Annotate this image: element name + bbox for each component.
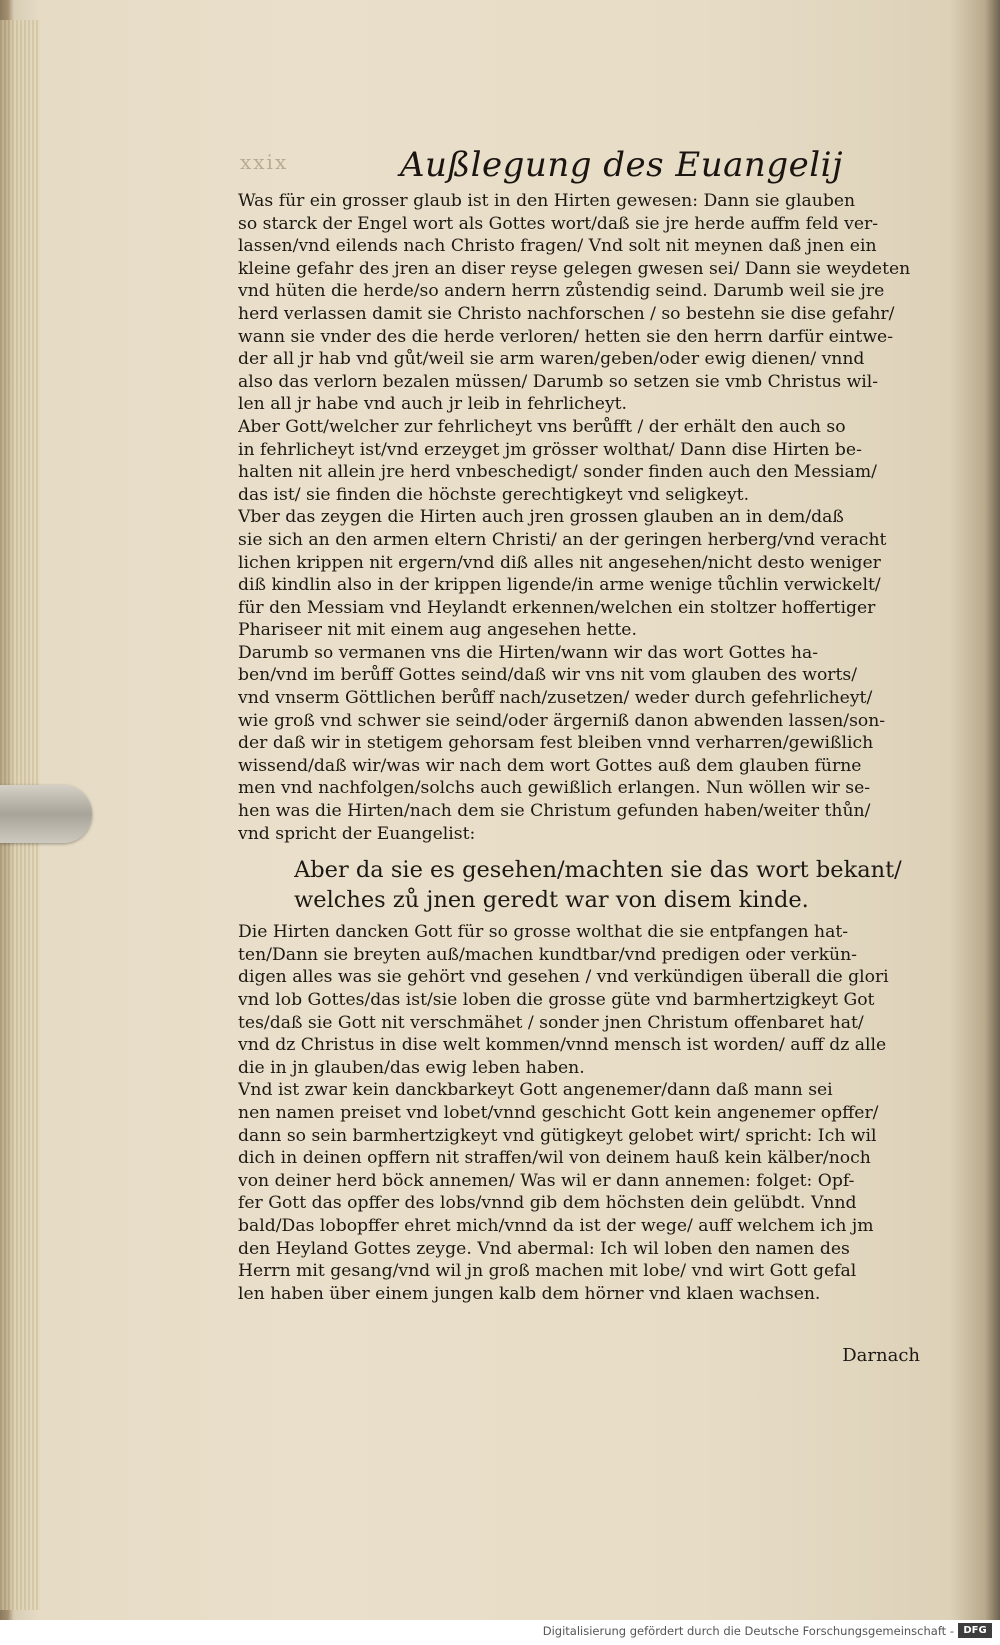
text-line: Die Hirten dancken Gott für so grosse wolthat die sie entpfangen hat- [238,922,849,943]
text-line: len haben über einem jungen kalb dem hörner vnd klaen wachsen. [238,1283,821,1304]
text-line: Phariseer nit mit einem aug angesehen hette. [238,620,637,641]
text-line: sie sich an den armen eltern Christi/ an der geringen herberg/vnd veracht [238,529,887,550]
text-line: digen alles was sie gehört vnd gesehen / vnd verkündigen überall die glori [238,967,889,988]
text-line: dich in deinen opffern nit straffen/wil von deinem hauß kein kälber/noch [238,1148,871,1169]
text-line: der daß wir in stetigem gehorsam fest bleiben vnnd verharren/gewißlich [238,733,874,754]
text-line: hen was die Hirten/nach dem sie Christum gefunden haben/weiter thůn/ [238,801,871,822]
text-line: men vnd nachfolgen/solchs auch gewißlich erlangen. Nun wöllen wir se- [238,778,871,799]
text-line: Aber Gott/welcher zur fehrlicheyt vns berůfft / der erhält den auch so [238,416,846,437]
text-line: len all jr habe vnd auch jr leib in fehrlicheyt. [238,394,628,415]
paragraph-block-1 [238,190,918,845]
page-clip [0,785,92,843]
verse-line: Aber da sie es gesehen/machten sie das wort bekant/ [294,857,902,884]
text-line: vnd vnserm Göttlichen berůff nach/zusetzen/ weder durch gefehrlicheyt/ [238,688,873,709]
text-line: vnd lob Gottes/das ist/sie loben die grosse güte vnd barmhertzigkeyt Got [238,990,875,1010]
text-line: den Heyland Gottes zeyge. Vnd abermal: Ich wil loben den namen des [238,1238,850,1259]
text-line: für den Messiam vnd Heylandt erkennen/welchen ein stoltzer hoffertiger [238,597,876,618]
text-line: Darumb so vermanen vns die Hirten/wann wir das wort Gottes ha- [238,642,819,663]
gospel-verse [238,855,918,915]
text-line: tes/daß sie Gott nit verschmähet / sonder jnen Christum offenbaret hat/ [238,1012,864,1033]
text-line: Vnd ist zwar kein danckbarkeyt Gott angenemer/dann daß mann sei [238,1080,833,1101]
text-line: lassen/vnd eilends nach Christo fragen/ Vnd solt nit meynen daß jnen ein [238,236,877,257]
body-text [238,190,918,1305]
text-line: bald/Das lobopffer ehret mich/vnnd da ist der wege/ auff welchem ich jm [238,1215,874,1236]
text-line: halten nit allein jre herd vnbeschedigt/ sonder finden auch den Messiam/ [238,462,877,483]
text-line: von deiner herd böck annemen/ Was wil er dann annemen: folget: Opf- [238,1170,855,1191]
text-line: dann so sein barmhertzigkeyt vnd gütigkeyt gelobet wirt/ spricht: Ich wil [238,1125,877,1146]
text-line: wissend/daß wir/was wir nach dem wort Gottes auß dem glauben fürne [238,755,862,776]
text-line: diß kindlin also in der krippen ligende/in arme wenige tůchlin verwickelt/ [238,575,881,596]
catchword: Darnach [842,1345,920,1366]
page-header: Außlegung des Euangelij [400,145,843,185]
text-line: lichen krippen nit ergern/vnd diß alles nit angesehen/nicht desto weniger [238,552,881,573]
bleed-through-text: xxix [240,150,289,174]
text-line: das ist/ sie finden die höchste gerechtigkeyt vnd seligkeyt. [238,484,750,505]
text-line: Was für ein grosser glaub ist in den Hirten gewesen: Dann sie glauben [238,191,856,211]
text-line: herd verlassen damit sie Christo nachforschen / so bestehn sie dise gefahr/ [238,303,895,324]
text-line: wann sie vnder des die herde verloren/ hetten sie den herrn darfür eintwe- [238,326,894,347]
text-line: in fehrlicheyt ist/vnd erzeyget jm grösser wolthat/ Dann dise Hirten be- [238,439,862,460]
text-line: nen namen preiset vnd lobet/vnnd geschicht Gott kein angenemer opffer/ [238,1102,879,1123]
text-line: der all jr hab vnd gůt/weil sie arm waren/geben/oder ewig dienen/ vnnd [238,349,865,370]
footer-bar [0,1620,1000,1645]
text-line: ten/Dann sie breyten auß/machen kundtbar/vnd predigen oder verkün- [238,944,857,965]
footer-credit: Digitalisierung gefördert durch die Deutsche Forschungsgemeinschaft - [542,1624,954,1638]
text-line: vnd spricht der Euangelist: [238,823,476,844]
text-line: kleine gefahr des jren an diser reyse gelegen gwesen sei/ Dann sie weydeten [238,258,911,279]
text-line: Vber das zeygen die Hirten auch jren grossen glauben an in dem/daß [238,507,844,528]
text-line: also das verlorn bezalen müssen/ Darumb so setzen sie vmb Christus wil- [238,371,879,392]
verse-line: welches zů jnen geredt war von disem kinde. [294,887,809,914]
text-line: wie groß vnd schwer sie seind/oder ärgerniß danon abwenden lassen/son- [238,710,886,731]
dfg-logo: DFG [958,1623,992,1638]
text-line: vnd dz Christus in dise welt kommen/vnnd mensch ist worden/ auff dz alle [238,1035,887,1056]
text-line: so starck der Engel wort als Gottes wort/daß sie jre herde auffm feld ver- [238,213,879,234]
text-line: ben/vnd im berůff Gottes seind/daß wir vns nit vom glauben des worts/ [238,665,858,686]
text-line: die in jn glauben/das ewig leben haben. [238,1057,585,1078]
text-line: Herrn mit gesang/vnd wil jn groß machen mit lobe/ vnd wirt Gott gefal [238,1261,857,1282]
text-line: fer Gott das opffer des lobs/vnnd gib dem höchsten dein gelübdt. Vnnd [238,1193,857,1214]
paragraph-block-2 [238,921,918,1305]
text-line: vnd hüten die herde/so andern herrn zůstendig seind. Darumb weil sie jre [238,281,885,302]
